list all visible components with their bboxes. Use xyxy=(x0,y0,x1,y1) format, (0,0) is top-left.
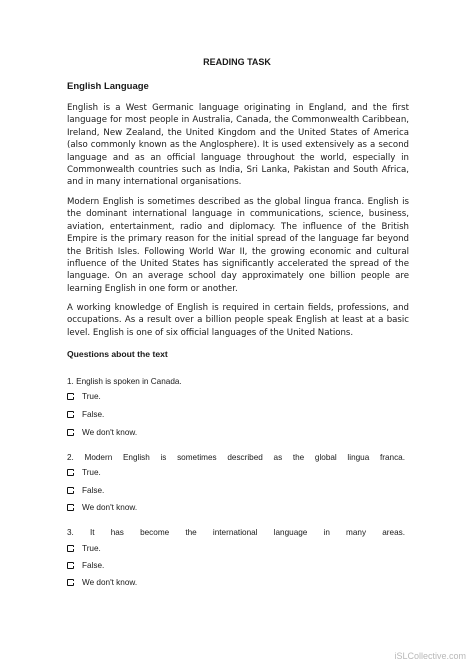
checkbox-icon[interactable] xyxy=(67,504,74,511)
q2-option-true[interactable] xyxy=(67,466,101,478)
paragraph-1: English is a West Germanic language originating in England, and the first language for most people in Australia, Canada, the Commonwealth Caribbean, Ireland, New Zealand, the United Kingdom and the United States of America (also commonly known as the Anglosphere). It is used extensively as a second language and as an official language throughout the world, especially in Commonwealth countries such as India, Sri Lanka, Pakistan and South Africa, and in many international organisations. xyxy=(67,103,409,188)
checkbox-icon[interactable] xyxy=(67,393,74,400)
q1-option-false[interactable] xyxy=(67,408,104,420)
watermark-footer: iSLCollective.com xyxy=(394,651,466,661)
checkbox-icon[interactable] xyxy=(67,429,74,436)
option-label: False. xyxy=(82,560,105,570)
checkbox-icon[interactable] xyxy=(67,411,74,418)
paragraph-3: A working knowledge of English is required in certain fields, professions, and occupations. As a result over a billion people speak English at least at a basic level. English is one of six official languages of the United Nations. xyxy=(67,303,409,338)
q1-option-dont-know[interactable] xyxy=(67,426,137,438)
q3-option-true[interactable] xyxy=(67,542,101,554)
option-label: False. xyxy=(82,409,105,419)
questions-heading: Questions about the text xyxy=(67,349,168,359)
checkbox-icon[interactable] xyxy=(67,487,74,494)
q1-option-true[interactable] xyxy=(67,390,101,402)
question-1: 1. English is spoken in Canada. xyxy=(67,377,182,386)
paragraph-2: Modern English is sometimes described as the global lingua franca. English is the dominant international language in communications, science, business, aviation, entertainment, radio and diplomacy. The influence of the British Empire is the primary reason for the initial spread of the language far beyond the British Isles. Following World War II, the growing economic and cultural influence of the United States has significantly accelerated the spread of the language. On an average school day approximately one billion people are learning English in one form or another. xyxy=(67,197,409,294)
q3-option-dont-know[interactable] xyxy=(67,576,137,588)
question-2: 2. Modern English is sometimes described as the global lingua franca. xyxy=(67,453,405,462)
option-label: True. xyxy=(82,543,101,553)
checkbox-icon[interactable] xyxy=(67,469,74,476)
checkbox-icon[interactable] xyxy=(67,562,74,569)
q2-option-dont-know[interactable] xyxy=(67,501,137,513)
checkbox-icon[interactable] xyxy=(67,579,74,586)
page-title: READING TASK xyxy=(203,57,271,67)
q3-option-false[interactable] xyxy=(67,559,104,571)
section-heading: English Language xyxy=(67,81,149,92)
q2-option-false[interactable] xyxy=(67,484,104,496)
option-label: We don't know. xyxy=(82,427,138,437)
option-label: We don't know. xyxy=(82,577,138,587)
question-3: 3. It has become the international language in many areas. xyxy=(67,528,405,537)
option-label: True. xyxy=(82,467,101,477)
option-label: We don't know. xyxy=(82,502,138,512)
option-label: False. xyxy=(82,485,105,495)
option-label: True. xyxy=(82,391,101,401)
checkbox-icon[interactable] xyxy=(67,545,74,552)
